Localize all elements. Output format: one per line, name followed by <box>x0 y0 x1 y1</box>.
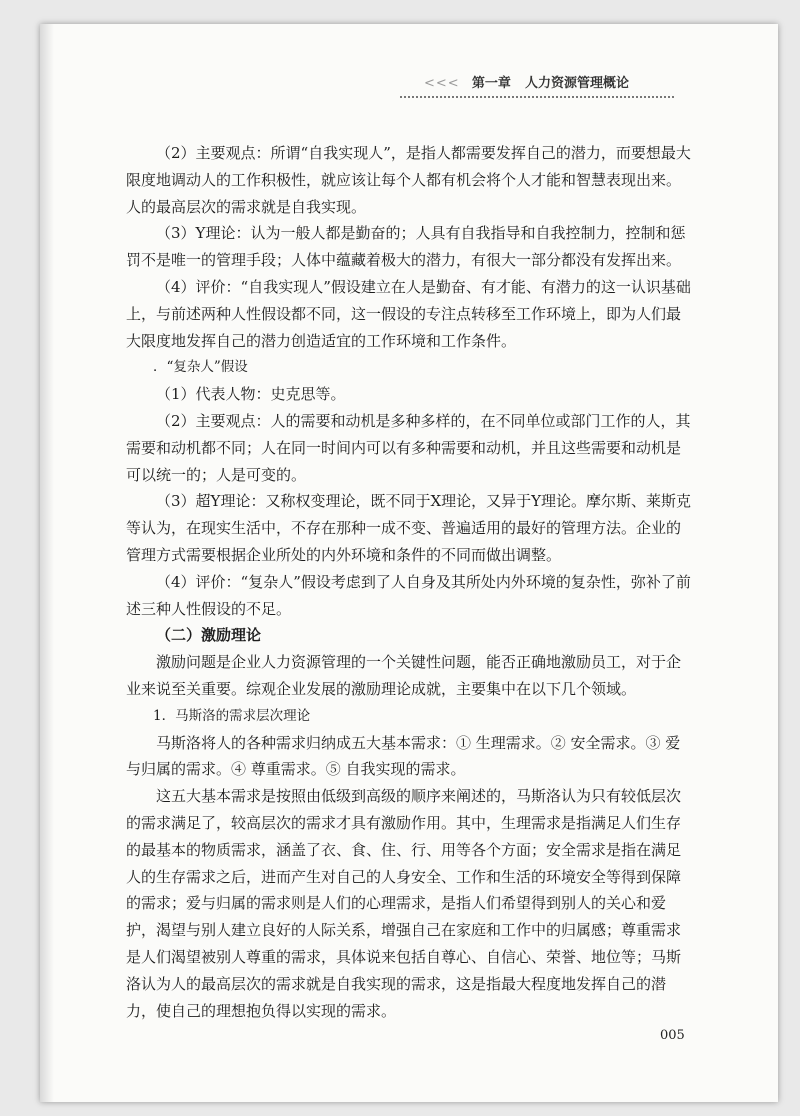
heading-complex-man: ．“复杂人”假设 <box>153 359 248 376</box>
section-heading-motivation: （二）激励理论 <box>156 626 262 645</box>
paragraph-complex-evaluation: （4）评价：“复杂人”假设考虑到了人自身及其所处内外环境的复杂性，弥补了前述三种人性假设的不足。 <box>126 572 691 618</box>
page-number: 005 <box>660 1028 685 1043</box>
paragraph-self-actualization-view: （2）主要观点：所谓“自我实现人”，是指人都需要发挥自己的潜力，而要想最大限度地调动人的工作积极性，就应该让每个人都有机会将个人才能和智慧表现出来。人的最高层次的需求就是自我实现。 <box>126 144 691 216</box>
header-arrows-icon: <<< <box>424 76 460 91</box>
paragraph-self-actualization-evaluation: （4）评价：“自我实现人”假设建立在人是勤奋、有才能、有潜力的这一认识基础上，与前述两种人性假设都不同，这一假设的专注点转移至工作环境上，即为人们最大限度地发挥自己的潜力创造适宜的工作环境和工作条件。 <box>126 277 691 350</box>
heading-maslow: 1．马斯洛的需求层次理论 <box>153 707 311 724</box>
paragraph-super-y-theory: （3）超Y理论：又称权变理论，既不同于X理论，又异于Y理论。摩尔斯、莱斯克等认为，在现实生活中，不存在那种一成不变、普遍适用的最好的管理方法。企业的管理方式需要根据企业所处的内外环境和条件的不同而做出调整。 <box>126 492 692 564</box>
chapter-number: 第一章 <box>471 76 511 91</box>
chapter-title: 人力资源管理概论 <box>524 76 629 91</box>
page-body <box>126 140 692 1024</box>
paragraph-complex-view: （2）主要观点：人的需要和动机是多种多样的，在不同单位或部门工作的人，其需要和动机都不同；人在同一时间内可以有多种需要和动机，并且这些需要和动机是可以统一的；人是可变的。 <box>126 411 691 484</box>
paragraph-theory-y: （3）Y理论：认为一般人都是勤奋的；人具有自我指导和自我控制力，控制和惩罚不是唯一的管理手段；人体中蕴藏着极大的潜力，有很大一部分都没有发挥出来。 <box>126 224 686 270</box>
book-page <box>40 24 778 1102</box>
paragraph-motivation-intro: 激励问题是企业人力资源管理的一个关键性问题，能否正确地激励员工，对于企业来说至关重要。综观企业发展的激励理论成就，主要集中在以下几个领域。 <box>126 653 682 698</box>
paragraph-maslow-explanation: 这五大基本需求是按照由低级到高级的顺序来阐述的，马斯洛认为只有较低层次的需求满足了，较高层次的需求才具有激励作用。其中，生理需求是指满足人们生存的最基本的物质需求，涵盖了衣、食、住、行、用等各个方面；安全需求是指在满足人的生存需求之后，进而产生对自己的人身安全、工作和生活的环境安全等得到保障的需求；爱与归属的需求则是人们的心理需求，是指人们希望得到别人的关心和爱护，渴望与别人建立良好的人际关系，增强自己在家庭和工作中的归属感；尊重需求是人们渴望被别人尊重的需求，具体说来包括自尊心、自信心、荣誉、地位等；马斯洛认为人的最高层次的需求就是自我实现的需求，这是指最大程度地发挥自己的潜力，使自己的理想抱负得以实现的需求。 <box>126 787 682 1020</box>
running-header <box>424 72 664 91</box>
header-dotted-rule <box>400 96 674 98</box>
paragraph-maslow-five-needs: 马斯洛将人的各种需求归纳成五大基本需求：① 生理需求。② 安全需求。③ 爱与归属的需求。④ 尊重需求。⑤ 自我实现的需求。 <box>126 733 681 779</box>
paragraph-complex-representative: （1）代表人物：史克思等。 <box>156 385 346 404</box>
page-gutter-shadow <box>40 24 54 1102</box>
